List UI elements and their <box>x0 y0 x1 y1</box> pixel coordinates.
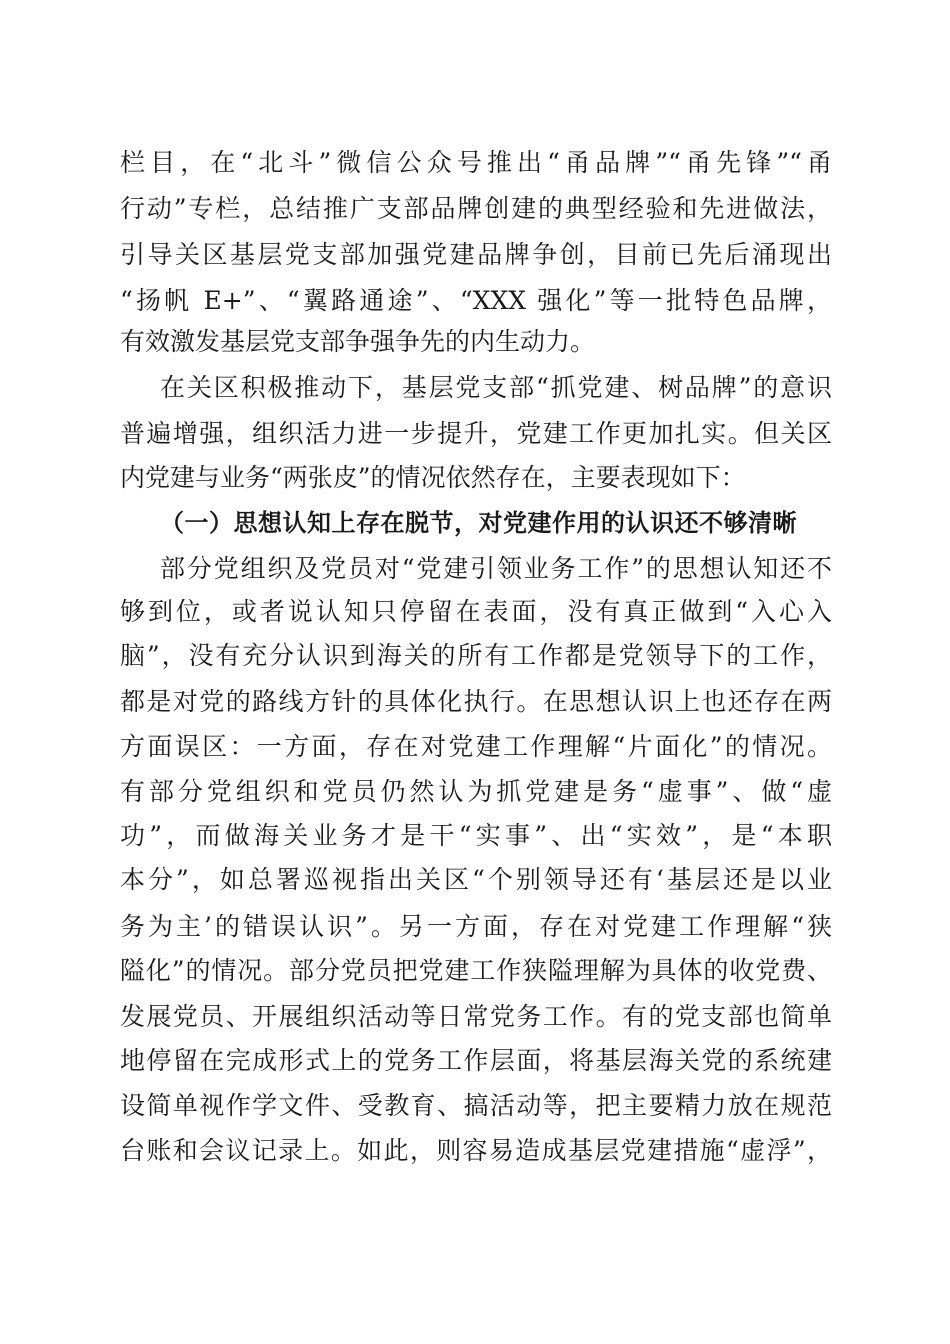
text-line: 地停留在完成形式上的党务工作层面，将基层海关党的系统建 <box>120 1046 832 1075</box>
text-line: 内党建与业务“两张皮”的情况依然存在，主要表现如下： <box>120 463 746 492</box>
text-line: 行动”专栏，总结推广支部品牌创建的典型经验和先进做法， <box>120 194 832 223</box>
text-line: 方面误区：一方面，存在对党建工作理解“片面化”的情况。 <box>120 732 832 761</box>
text-line: 有部分党组织和党员仍然认为抓党建是务“虚事”、做“虚 <box>120 777 832 806</box>
paragraph-start-line: 部分党组织及党员对“党建引领业务工作”的思想认知还不 <box>160 554 832 583</box>
text-line: 栏目，在“北斗”微信公众号推出“甬品牌”“甬先锋”“甬 <box>120 148 832 177</box>
section-heading: （一）思想认知上存在脱节，对党建作用的认识还不够清晰 <box>160 509 797 537</box>
text-line: “扬帆 E+”、“翼路通途”、“XXX 强化”等一批特色品牌， <box>120 286 832 315</box>
text-line: 脑”，没有充分认识到海关的所有工作都是党领导下的工作， <box>120 641 832 670</box>
text-line: 台账和会议记录上。如此，则容易造成基层党建措施“虚浮”， <box>120 1136 832 1165</box>
text-line: 隘化”的情况。部分党员把党建工作狭隘理解为具体的收党费、 <box>120 956 832 985</box>
text-line: 功”，而做海关业务才是干“实事”、出“实效”，是“本职 <box>120 821 832 850</box>
text-line: 务为主’的错误认识”。另一方面，存在对党建工作理解“狭 <box>120 912 832 941</box>
paragraph-start-line: 在关区积极推动下，基层党支部“抓党建、树品牌”的意识 <box>160 373 832 402</box>
text-line: 够到位，或者说认知只停留在表面，没有真正做到“入心入 <box>120 597 832 626</box>
text-line: 发展党员、开展组织活动等日常党务工作。有的党支部也简单 <box>120 1002 832 1031</box>
text-line: 普遍增强，组织活力进一步提升，党建工作更加扎实。但关区 <box>120 419 832 448</box>
text-line: 有效激发基层党支部争强争先的内生动力。 <box>120 327 596 356</box>
text-line: 都是对党的路线方针的具体化执行。在思想认识上也还存在两 <box>120 687 832 716</box>
text-line: 引导关区基层党支部加强党建品牌争创，目前已先后涌现出 <box>120 240 832 269</box>
text-line: 设简单视作学文件、受教育、搞活动等，把主要精力放在规范 <box>120 1091 832 1120</box>
text-line: 本分”，如总署巡视指出关区“个别领导还有‘基层还是以业 <box>120 865 832 894</box>
